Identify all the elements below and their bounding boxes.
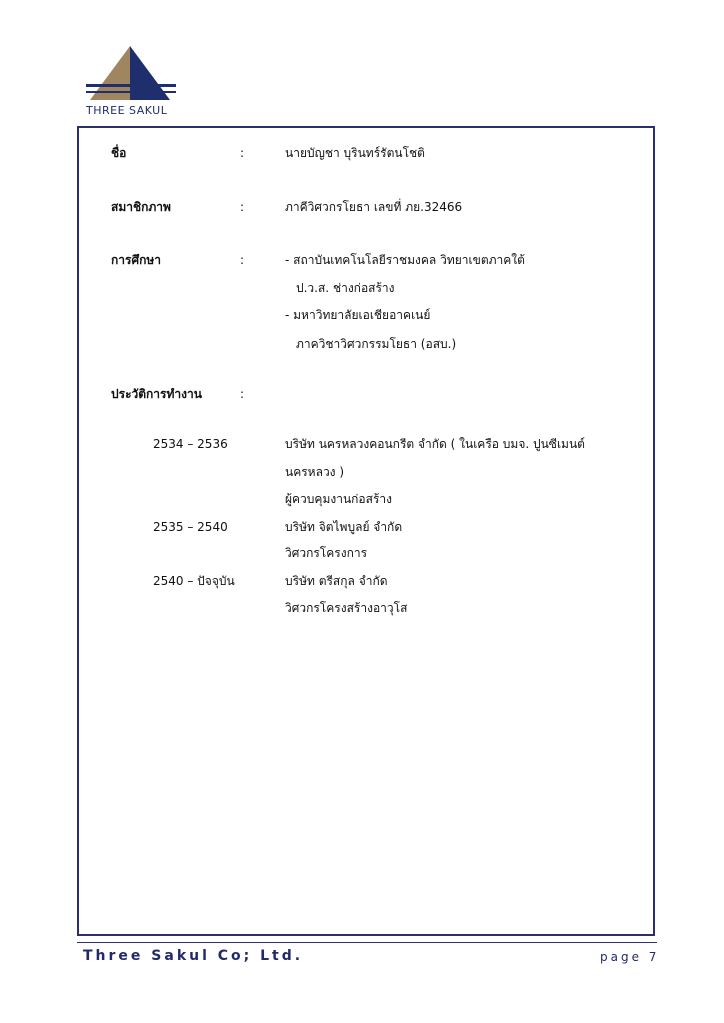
education-line: ภาควิชาวิศวกรรมโยธา (อสบ.): [296, 337, 457, 351]
name-label: ชื่อ: [111, 146, 127, 160]
footer-divider: [77, 942, 657, 943]
membership-colon: :: [240, 200, 245, 214]
work-history-colon: :: [240, 387, 245, 401]
logo-text: THREE SAKUL: [86, 104, 168, 117]
work-line: วิศวกรโครงสร้างอาวุโส: [285, 601, 408, 615]
work-period: 2535 – 2540: [153, 520, 228, 534]
work-line: ผู้ควบคุมงานก่อสร้าง: [285, 492, 392, 506]
education-line: ป.ว.ส. ช่างก่อสร้าง: [296, 281, 395, 295]
work-line: บริษัท ตรีสกุล จำกัด: [285, 574, 388, 588]
membership-value: ภาคีวิศวกรโยธา เลขที่ ภย.32466: [285, 200, 463, 214]
membership-label: สมาชิกภาพ: [111, 200, 171, 214]
education-line: - สถาบันเทคโนโลยีราชมงคล วิทยาเขตภาคใต้: [285, 253, 525, 267]
name-value: นายบัญชา บุรินทร์รัตนโชติ: [285, 146, 425, 160]
name-colon: :: [240, 146, 245, 160]
work-line: วิศวกรโครงการ: [285, 546, 368, 560]
work-line: นครหลวง ): [285, 465, 345, 479]
work-period: 2534 – 2536: [153, 437, 228, 451]
work-history-label: ประวัติการทำงาน: [111, 387, 202, 401]
education-label: การศึกษา: [111, 253, 161, 267]
education-line: - มหาวิทยาลัยเอเชียอาคเนย์: [285, 308, 431, 322]
three-sakul-logo: [86, 44, 176, 120]
education-colon: :: [240, 253, 245, 267]
work-line: บริษัท จิตไพบูลย์ จำกัด: [285, 520, 403, 534]
footer-company-name: Three Sakul Co; Ltd.: [83, 948, 304, 964]
logo-mark-icon: [86, 44, 176, 106]
work-line: บริษัท นครหลวงคอนกรีต จำกัด ( ในเครือ บมจ. ปูนซีเมนต์: [285, 437, 585, 451]
page-number: page 7: [600, 950, 660, 964]
work-period: 2540 – ปัจจุบัน: [153, 574, 235, 588]
